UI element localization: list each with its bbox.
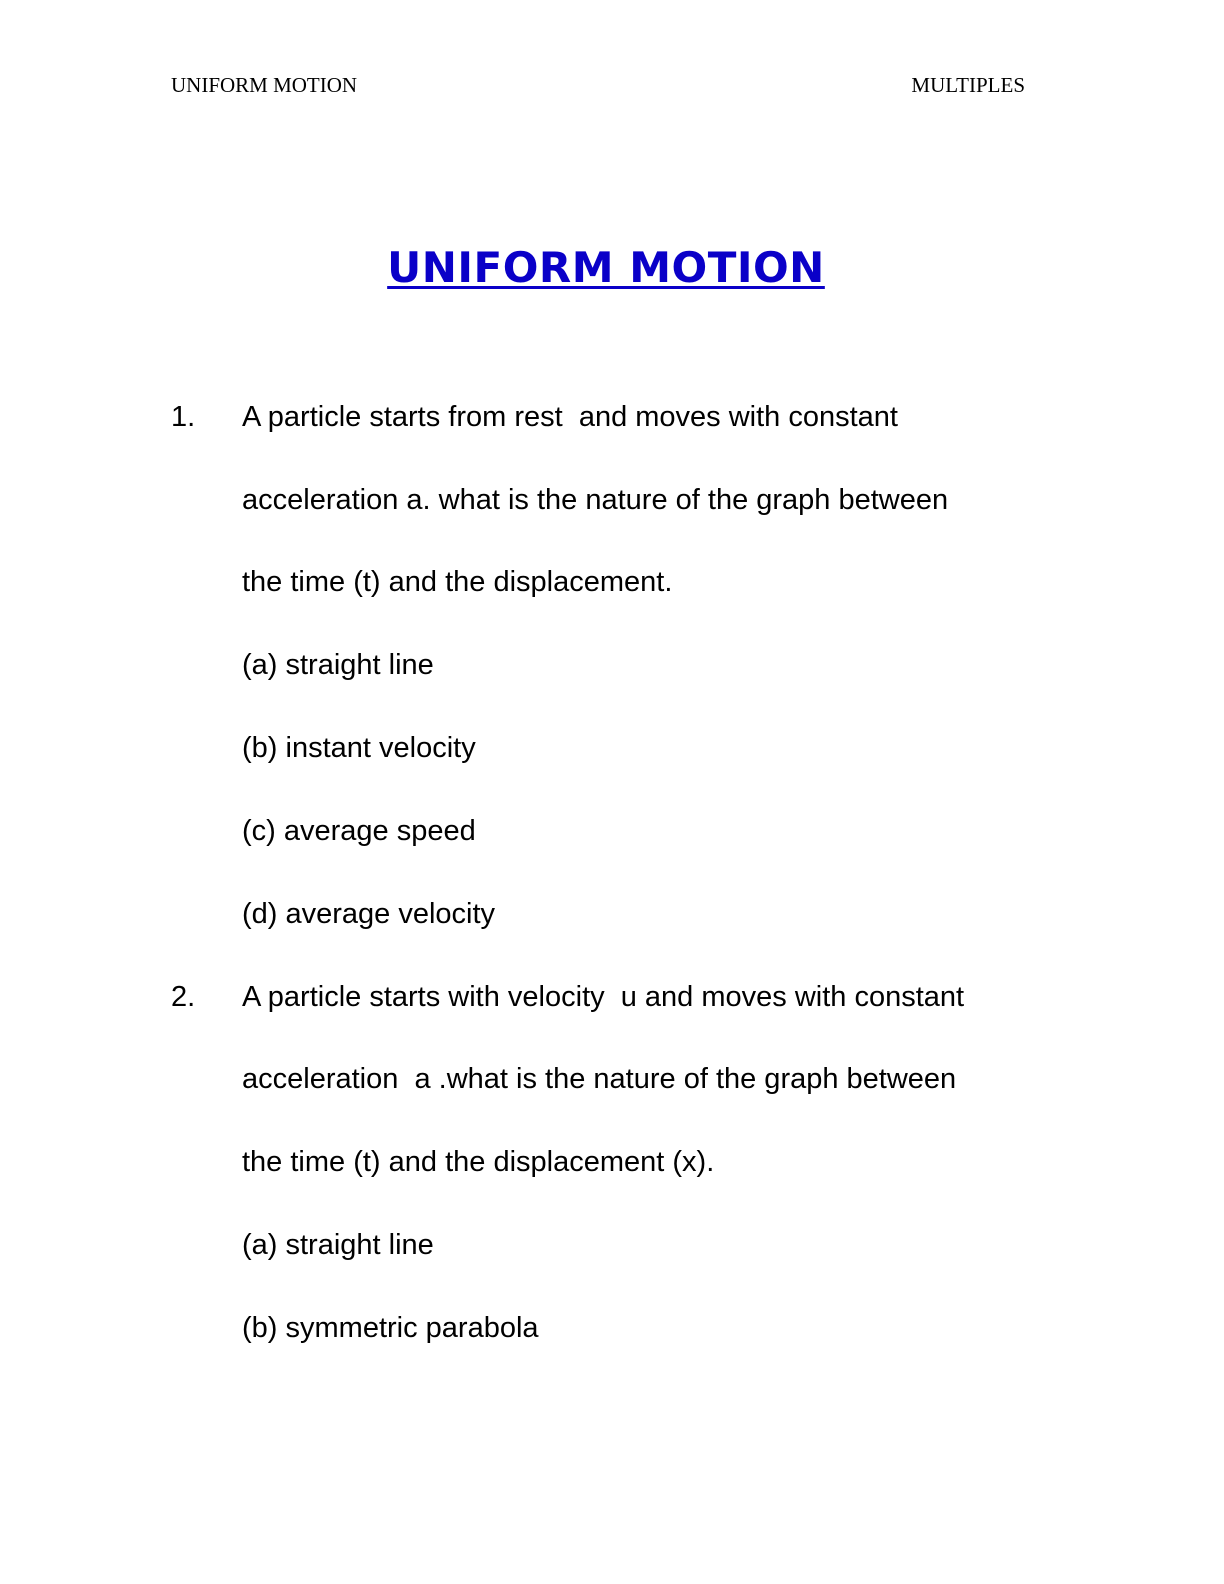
answer-option: (d) average velocity [242, 898, 496, 930]
question-text-line: acceleration a .what is the nature of the graph between [242, 1063, 957, 1095]
question-text-line: A particle starts with velocity u and moves with constant [242, 981, 965, 1013]
header-left-text: UNIFORM MOTION [171, 73, 358, 97]
answer-option: (b) instant velocity [242, 732, 476, 764]
answer-option: (c) average speed [242, 815, 476, 847]
page-header [171, 72, 1025, 102]
page-title-text: UNIFORM MOTION [387, 243, 825, 292]
question-text-line: acceleration a. what is the nature of the graph between [242, 484, 949, 516]
question-text-line: the time (t) and the displacement. [242, 566, 673, 598]
header-right-text: MULTIPLES [911, 73, 1025, 97]
answer-option: (a) straight line [242, 1229, 434, 1261]
page-title [0, 240, 1212, 296]
answer-option: (a) straight line [242, 649, 434, 681]
answer-option: (b) symmetric parabola [242, 1312, 539, 1344]
question-number: 1. [171, 401, 196, 433]
question-text-line: A particle starts from rest and moves with constant [242, 401, 898, 433]
question-number: 2. [171, 981, 196, 1013]
question-text-line: the time (t) and the displacement (x). [242, 1146, 715, 1178]
